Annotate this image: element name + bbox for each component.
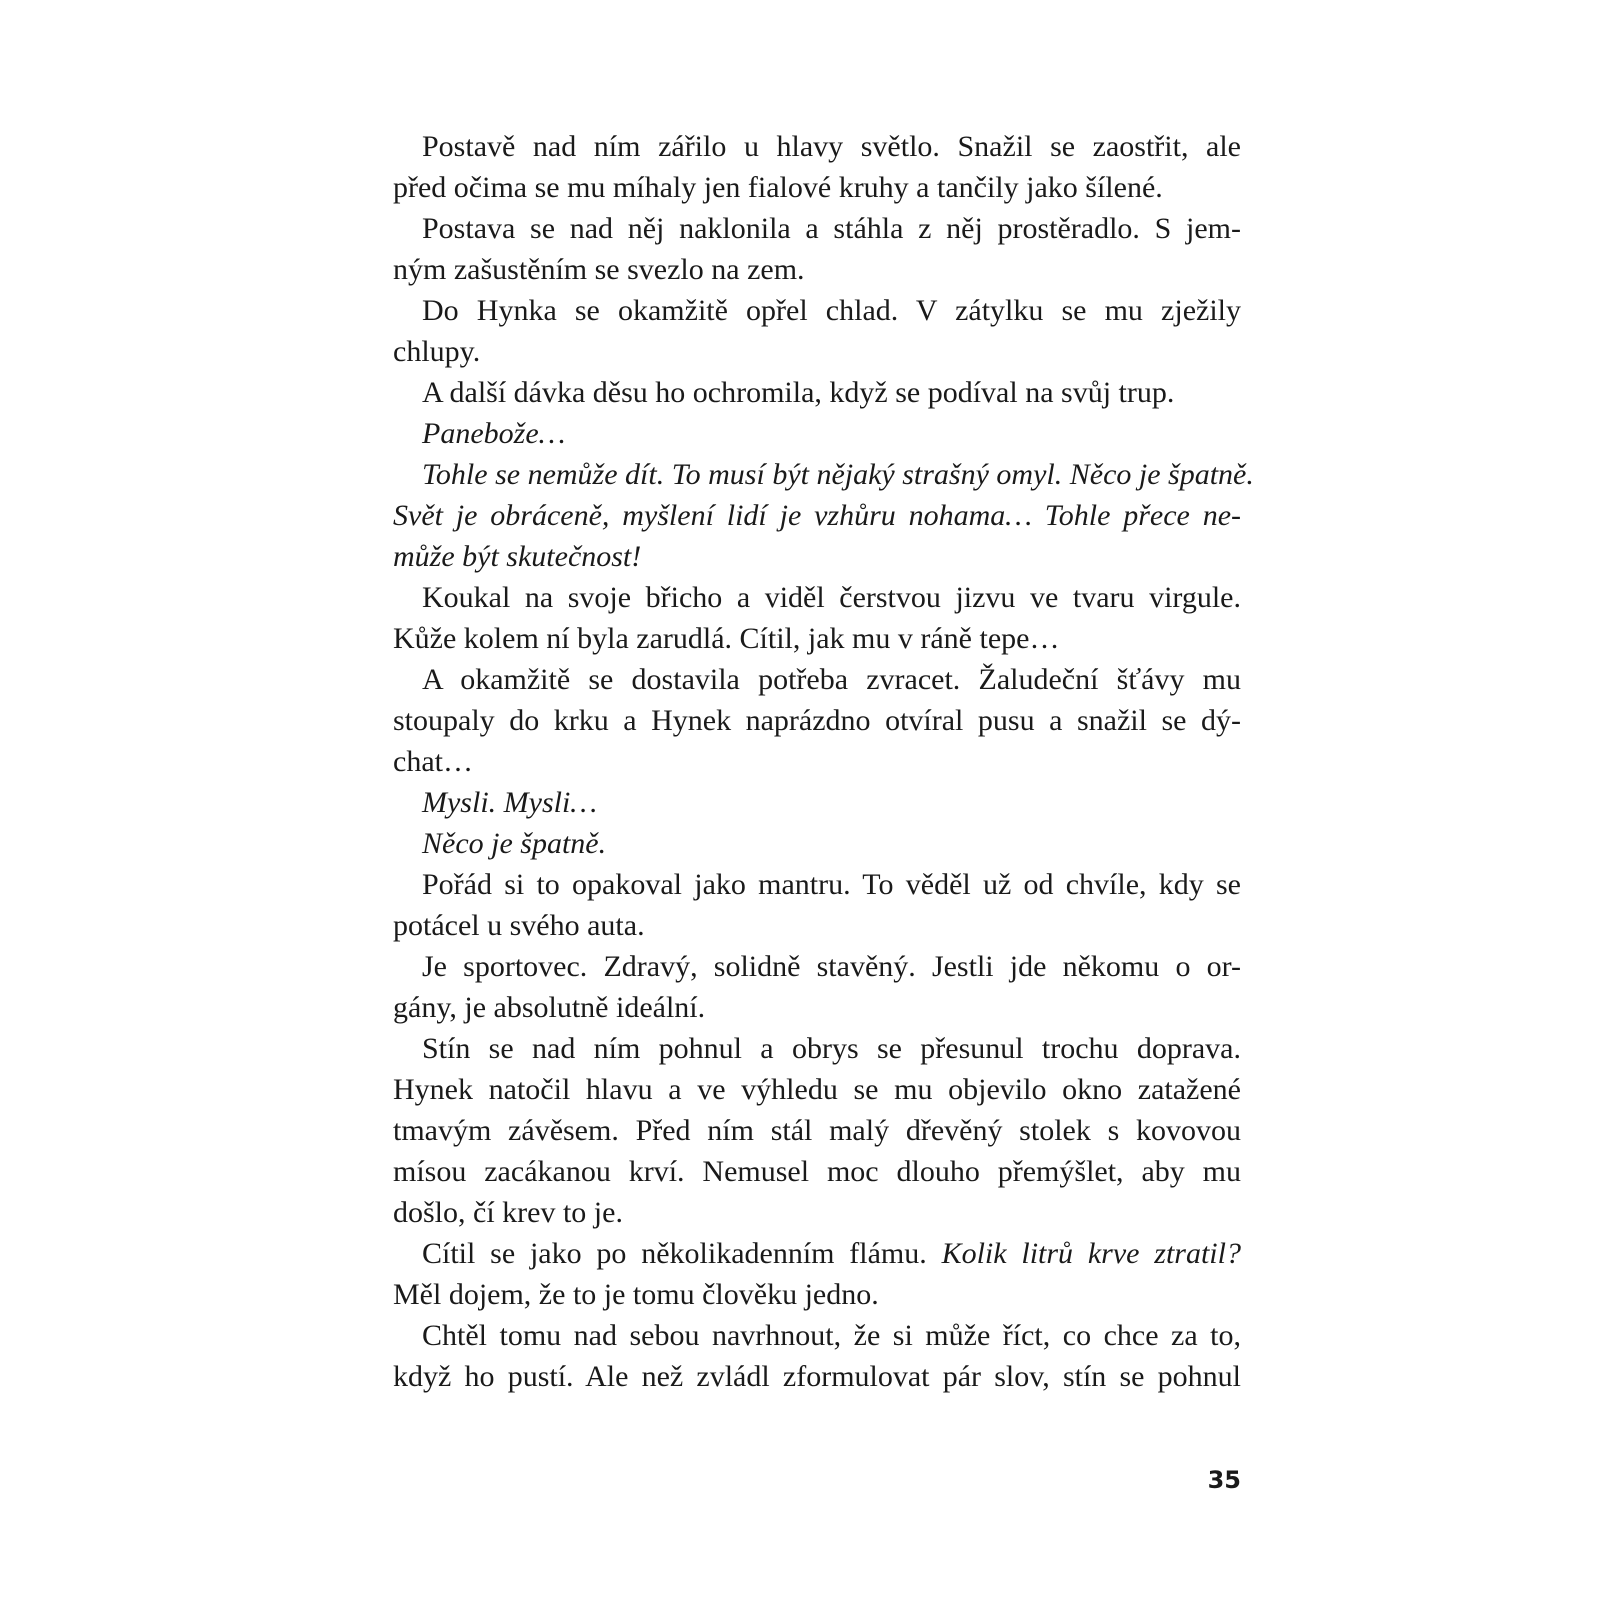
text-line: před očima se mu míhaly jen fialové kruhy a tančily jako šílené. bbox=[393, 171, 1163, 204]
text-line: stoupaly do krku a Hynek naprázdno otvíral pusu a snažil se dý- bbox=[393, 704, 1241, 737]
text-line: Tohle se nemůže dít. To musí být nějaký strašný omyl. Něco je špatně. bbox=[422, 458, 1254, 491]
text-line: A další dávka děsu ho ochromila, když se podíval na svůj trup. bbox=[422, 376, 1175, 409]
text-line: došlo, čí krev to je. bbox=[393, 1196, 623, 1229]
text-line: Měl dojem, že to je tomu člověku jedno. bbox=[393, 1278, 879, 1311]
text-line: může být skutečnost! bbox=[393, 540, 642, 573]
text-line: Postavě nad ním zářilo u hlavy světlo. Snažil se zaostřit, ale bbox=[422, 130, 1241, 163]
text-line: chlupy. bbox=[393, 335, 481, 368]
text-line: Panebože… bbox=[422, 417, 566, 450]
text-line: Je sportovec. Zdravý, solidně stavěný. Jestli jde někomu o or- bbox=[422, 950, 1241, 983]
text-line: tmavým závěsem. Před ním stál malý dřevěný stolek s kovovou bbox=[393, 1114, 1241, 1147]
text-line: A okamžitě se dostavila potřeba zvracet. Žaludeční šťávy mu bbox=[422, 663, 1241, 696]
text-line: mísou zacákanou krví. Nemusel moc dlouho přemýšlet, aby mu bbox=[393, 1155, 1241, 1188]
text-line: Mysli. Mysli… bbox=[422, 786, 597, 819]
text-line: Stín se nad ním pohnul a obrys se přesunul trochu doprava. bbox=[422, 1032, 1241, 1065]
text-line: Svět je obráceně, myšlení lidí je vzhůru nohama… Tohle přece ne- bbox=[393, 499, 1241, 532]
text-line: Něco je špatně. bbox=[422, 827, 607, 860]
text-line: Koukal na svoje břicho a viděl čerstvou jizvu ve tvaru virgule. bbox=[422, 581, 1241, 614]
text-span: Cítil se jako po několikadenním flámu. bbox=[422, 1237, 942, 1270]
text-line bbox=[393, 1233, 1241, 1274]
italic-span: Kolik litrů krve ztratil? bbox=[941, 1237, 1241, 1270]
text-line: Hynek natočil hlavu a ve výhledu se mu objevilo okno zatažené bbox=[393, 1073, 1241, 1106]
body-text bbox=[393, 126, 1254, 1397]
text-line: ným zašustěním se svezlo na zem. bbox=[393, 253, 805, 286]
text-line: gány, je absolutně ideální. bbox=[393, 991, 706, 1024]
text-line: Chtěl tomu nad sebou navrhnout, že si může říct, co chce za to, bbox=[422, 1319, 1241, 1352]
text-line: když ho pustí. Ale než zvládl zformulovat pár slov, stín se pohnul bbox=[393, 1360, 1241, 1393]
text-line: Pořád si to opakoval jako mantru. To věděl už od chvíle, kdy se bbox=[422, 868, 1241, 901]
text-line: potácel u svého auta. bbox=[393, 909, 645, 942]
text-line: Kůže kolem ní byla zarudlá. Cítil, jak mu v ráně tepe… bbox=[393, 622, 1060, 655]
page-number: 35 bbox=[1207, 1466, 1241, 1494]
text-line: Do Hynka se okamžitě opřel chlad. V zátylku se mu zježily bbox=[422, 294, 1241, 327]
text-line: chat… bbox=[393, 745, 473, 778]
text-line: Postava se nad něj naklonila a stáhla z něj prostěradlo. S jem- bbox=[422, 212, 1241, 245]
